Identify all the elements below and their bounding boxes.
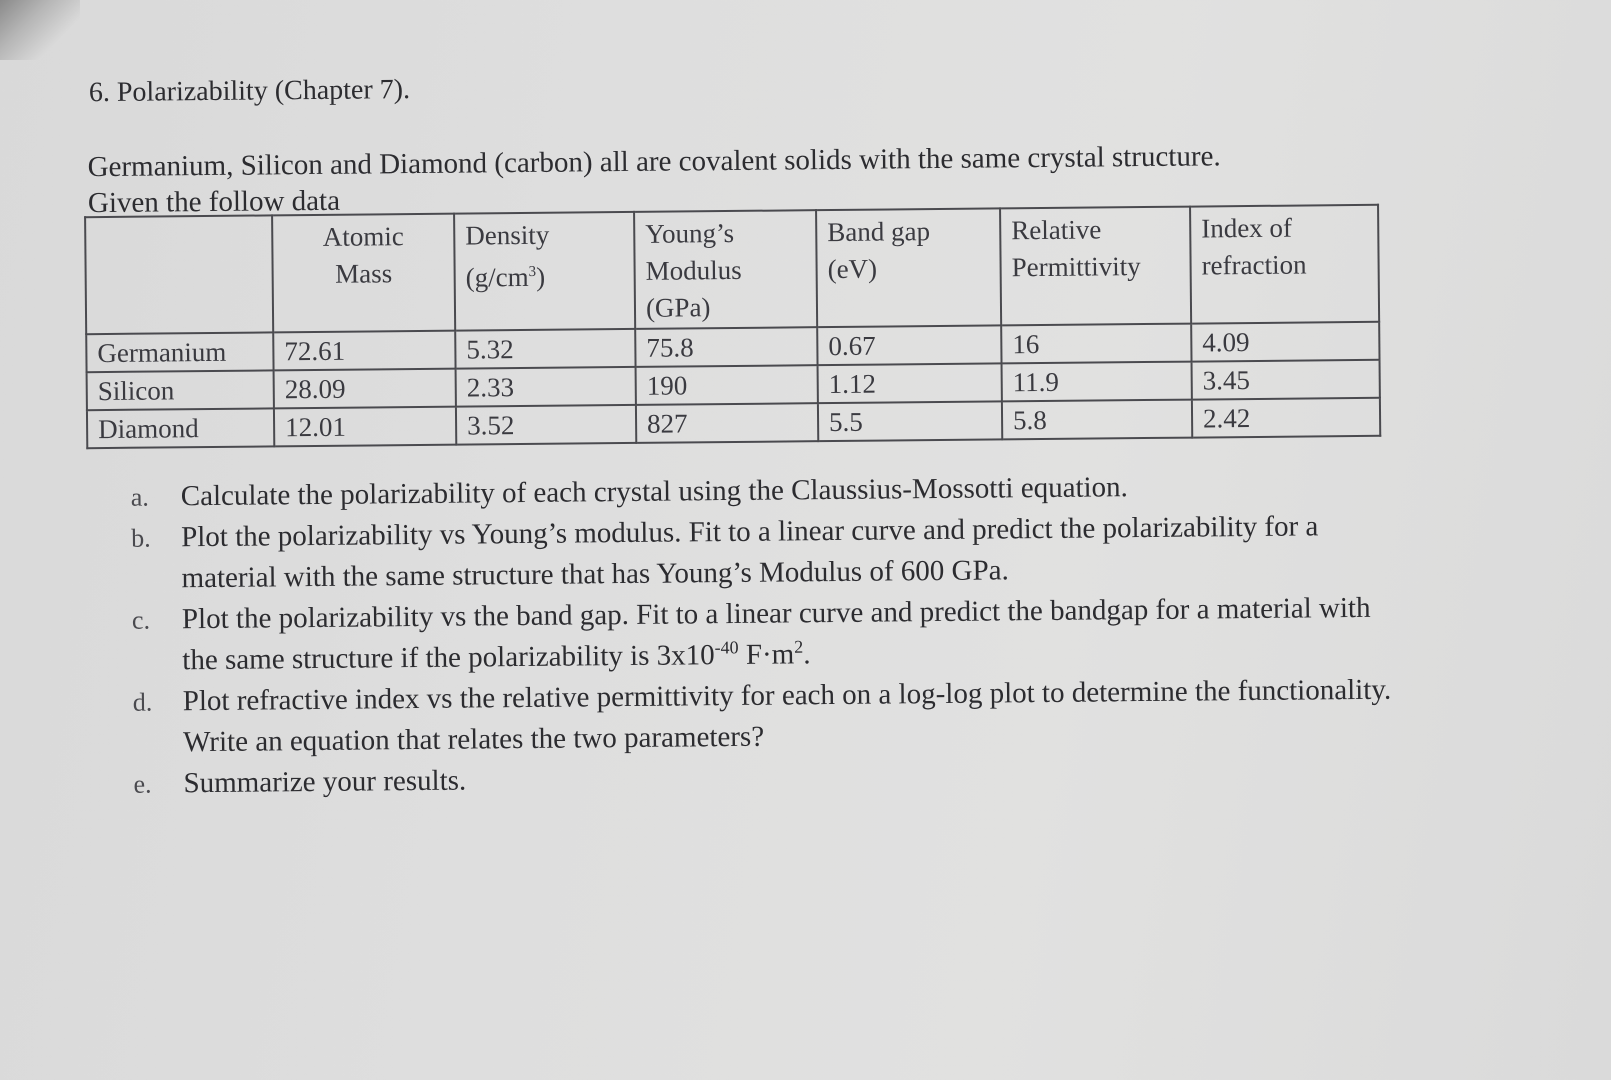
cell-index-of-refraction: 4.09 bbox=[1191, 322, 1379, 362]
question-text-part: . bbox=[803, 638, 811, 671]
header-text: (GPa) bbox=[645, 292, 711, 323]
header-text: Permittivity bbox=[1011, 251, 1141, 283]
question-line: Calculate the polarizability of each crystal using the Claussius-Mossotti equation. bbox=[180, 471, 1129, 513]
header-text-part: (g/cm bbox=[465, 261, 529, 293]
cell-atomic-mass: 72.61 bbox=[273, 331, 455, 371]
cell-youngs-modulus: 75.8 bbox=[635, 327, 817, 367]
cell-band-gap: 5.5 bbox=[818, 401, 1002, 441]
cell-density: 3.52 bbox=[456, 405, 636, 445]
header-atomic-mass bbox=[272, 214, 455, 333]
cell-material: Diamond bbox=[87, 408, 274, 448]
exponent-superscript: 2 bbox=[794, 636, 804, 657]
cell-youngs-modulus: 190 bbox=[636, 365, 818, 405]
header-density bbox=[454, 212, 635, 331]
header-text: Density bbox=[465, 219, 550, 251]
question-line: Plot the polarizability vs Young’s modulus. Fit to a linear curve and predict the polarizability for a bbox=[181, 510, 1319, 554]
question-line: Plot refractive index vs the relative permittivity for each on a log-log plot to determine the functionality. bbox=[182, 673, 1392, 718]
question-text-part: the same structure if the polarizability is 3x10 bbox=[182, 639, 715, 677]
header-text: Index of bbox=[1201, 212, 1293, 244]
header-text: refraction bbox=[1201, 249, 1307, 281]
header-relative-permittivity bbox=[1000, 207, 1191, 326]
exponent-superscript: -40 bbox=[714, 637, 739, 658]
question-letter: d. bbox=[132, 687, 153, 717]
header-text bbox=[465, 253, 623, 297]
question-letter: e. bbox=[133, 769, 152, 799]
header-band-gap bbox=[816, 208, 1001, 327]
question-letter: a. bbox=[130, 482, 149, 512]
header-text: (eV) bbox=[827, 253, 878, 285]
cell-band-gap: 1.12 bbox=[818, 363, 1002, 403]
intro-line-2: Given the follow data bbox=[87, 184, 341, 220]
material-data-table bbox=[84, 204, 1381, 449]
cell-density: 2.33 bbox=[456, 367, 636, 407]
question-line: material with the same structure that has Young’s Modulus of 600 GPa. bbox=[181, 554, 1009, 595]
question-line: Plot the polarizability vs the band gap. Fit to a linear curve and predict the bandgap for a material with bbox=[181, 591, 1371, 636]
cell-band-gap: 0.67 bbox=[817, 325, 1001, 365]
cell-atomic-mass: 28.09 bbox=[274, 369, 456, 409]
header-index-of-refraction bbox=[1190, 205, 1379, 324]
header-text: Relative bbox=[1011, 214, 1102, 246]
question-line: Summarize your results. bbox=[183, 764, 467, 800]
question-letter: c. bbox=[131, 605, 151, 635]
cell-relative-permittivity: 5.8 bbox=[1002, 400, 1192, 440]
header-youngs-modulus bbox=[634, 210, 817, 329]
header-cell-blank bbox=[85, 215, 273, 334]
question-item bbox=[125, 504, 1576, 600]
question-item bbox=[126, 586, 1577, 682]
cell-atomic-mass: 12.01 bbox=[274, 407, 456, 447]
intro-line-1: Germanium, Silicon and Diamond (carbon) all are covalent solids with the same crystal structure. bbox=[87, 140, 1221, 184]
cell-relative-permittivity: 16 bbox=[1001, 324, 1191, 364]
cell-relative-permittivity: 11.9 bbox=[1002, 362, 1192, 402]
question-letter: b. bbox=[131, 523, 151, 553]
header-text-part: ) bbox=[536, 261, 546, 292]
cell-material: Germanium bbox=[86, 332, 273, 372]
question-text-part: F·m bbox=[738, 638, 795, 671]
header-text: Modulus bbox=[645, 254, 742, 286]
question-list bbox=[125, 463, 1578, 805]
header-text: Mass bbox=[334, 258, 393, 289]
header-text: Young’s bbox=[645, 217, 735, 249]
header-superscript: 3 bbox=[528, 263, 537, 280]
cell-youngs-modulus: 827 bbox=[636, 403, 818, 443]
cell-material: Silicon bbox=[87, 370, 274, 410]
header-text: Band gap bbox=[827, 216, 931, 248]
question-line: Write an equation that relates the two parameters? bbox=[182, 720, 765, 759]
cell-index-of-refraction: 2.42 bbox=[1192, 398, 1380, 438]
question-item bbox=[127, 668, 1578, 764]
header-text: Atomic bbox=[322, 221, 404, 252]
problem-heading: 6. Polarizability (Chapter 7). bbox=[88, 74, 411, 109]
table-header-row bbox=[85, 205, 1379, 334]
cell-density: 5.32 bbox=[455, 329, 635, 369]
cell-index-of-refraction: 3.45 bbox=[1192, 360, 1380, 400]
